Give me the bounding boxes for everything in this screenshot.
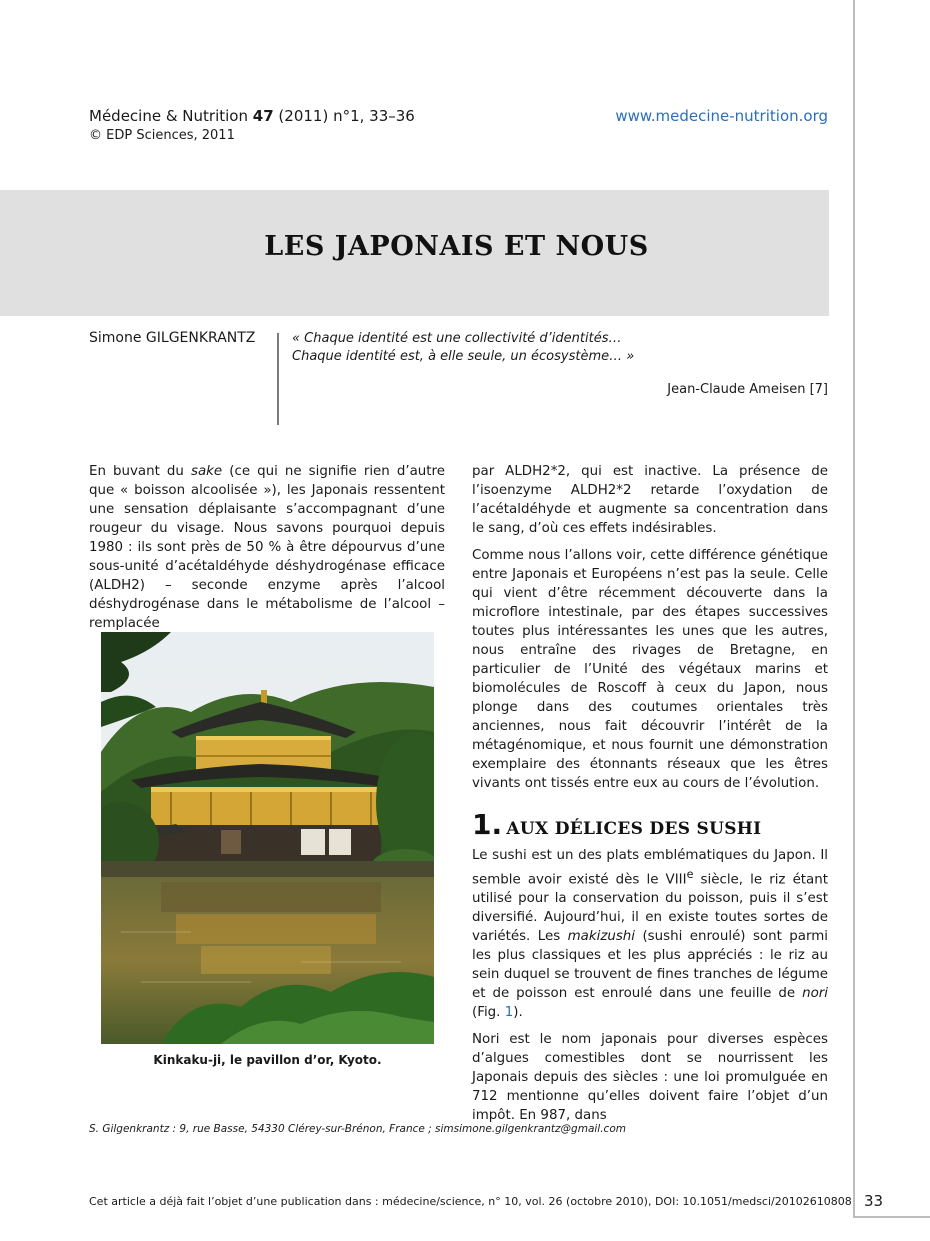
publication-note: Cet article a déjà fait l’objet d’une publication dans : médecine/science, n° 10, vol. 26 (octobre 2010), DOI: 10.1051/medsci/20102610808 [89, 1195, 852, 1208]
nori-term: nori [802, 986, 828, 1002]
body-column-left [89, 462, 445, 641]
section-title: AUX DÉLICES DES SUSHI [506, 819, 762, 839]
figure-kinkakuji-photo [101, 632, 434, 1044]
section-heading [472, 808, 828, 841]
author-address: S. Gilgenkrantz : 9, rue Basse, 54330 Clérey-sur-Brénon, France ; simsimone.gilgenkrantz@gmail.com [89, 1123, 626, 1135]
epigraph-line-2: Chaque identité est, à elle seule, un écosystème… » [292, 349, 635, 364]
paragraph-1: En buvant du sake (ce qui ne signifie rien d’autre que « boisson alcoolisée »), les Japonais ressentent une sensation déplaisante s’accompagnant d’une rougeur du visage. Nous savons pourquoi depuis 1980 : ils sont près de 50 % à être dépourvus d’une sous-unité d’acétaldéhyde déshydrogénase efficace (ALDH2) – seconde enzyme après l’alcool déshydrogénase dans le métabolisme de l’alcool – remplacée [89, 464, 445, 631]
journal-website-link[interactable]: www.medecine-nutrition.org [615, 107, 828, 125]
page-edge-rule-vertical [853, 0, 855, 1218]
paragraph-4: Le sushi est un des plats emblématiques du Japon. Il semble avoir existé dès le VIIIe siècle, le riz étant utilisé pour la conservation du poisson, puis il s’est diversifié. Aujourd’hui, il en existe toutes sortes de variétés. Les makizushi (sushi enroulé) sont parmi les plus classiques et les plus appréciés : le riz au sein duquel se trouvent de fines tranches de légume et de poisson est enroulé dans une feuille de nori (Fig. 1). [472, 848, 828, 1021]
journal-citation [89, 107, 415, 126]
figure-1-link[interactable]: 1 [504, 1005, 514, 1021]
article-author: Simone GILGENKRANTZ [89, 330, 256, 346]
article-title: LES JAPONAIS ET NOUS [264, 231, 649, 262]
sake-term: sake [190, 464, 223, 479]
copyright: © EDP Sciences, 2011 [89, 128, 235, 143]
epigraph [292, 330, 634, 366]
paragraph-3: Comme nous l’allons voir, cette différence génétique entre Japonais et Européens n’est pas la seule. Celle qui vient d’être récemment découverte dans la microflore intestinale, par des étapes successives toutes plus intéressantes les unes que les autres, nous entraîne des rivages de Bretagne, en particulier de l’Unité des végétaux marins et biomolécules de Roscoff à ceux du Japon, nous plonge dans des coutumes orientales très anciennes, nous fait découvrir l’intérêt de la métagénomique, et nous fournit une démonstration exemplaire des étonnants réseaux que les êtres vivants ont tissés entre eux au cours de l’évolution. [472, 548, 828, 791]
journal-name: Médecine & Nutrition [89, 107, 248, 125]
body-column-right [472, 462, 828, 1133]
epigraph-line-1: « Chaque identité est une collectivité d’identités… [292, 331, 622, 346]
page-edge-rule-horizontal [853, 1216, 930, 1218]
kinkakuji-image [101, 632, 434, 1044]
makizushi-term: makizushi [567, 929, 636, 945]
section-number: 1. [472, 808, 503, 841]
page-number: 33 [864, 1192, 884, 1210]
epigraph-divider [277, 333, 279, 425]
journal-volume: 47 [252, 107, 274, 125]
epigraph-author: Jean-Claude Ameisen [7] [667, 382, 828, 397]
paragraph-2: par ALDH2*2, qui est inactive. La présence de l’isoenzyme ALDH2*2 retarde l’oxydation de l’acétaldéhyde et augmente sa concentration dans le sang, d’où ces effets indésirables. [472, 464, 828, 536]
journal-issue: (2011) n°1, 33–36 [278, 107, 415, 125]
paragraph-5: Nori est le nom japonais pour diverses espèces d’algues comestibles dont se nourrissent les Japonais depuis des siècles : une loi promulguée en 712 mentionne qu’elles doivent faire l’objet d’un impôt. En 987, dans [472, 1032, 828, 1124]
figure-caption: Kinkaku-ji, le pavillon d’or, Kyoto. [153, 1053, 382, 1067]
